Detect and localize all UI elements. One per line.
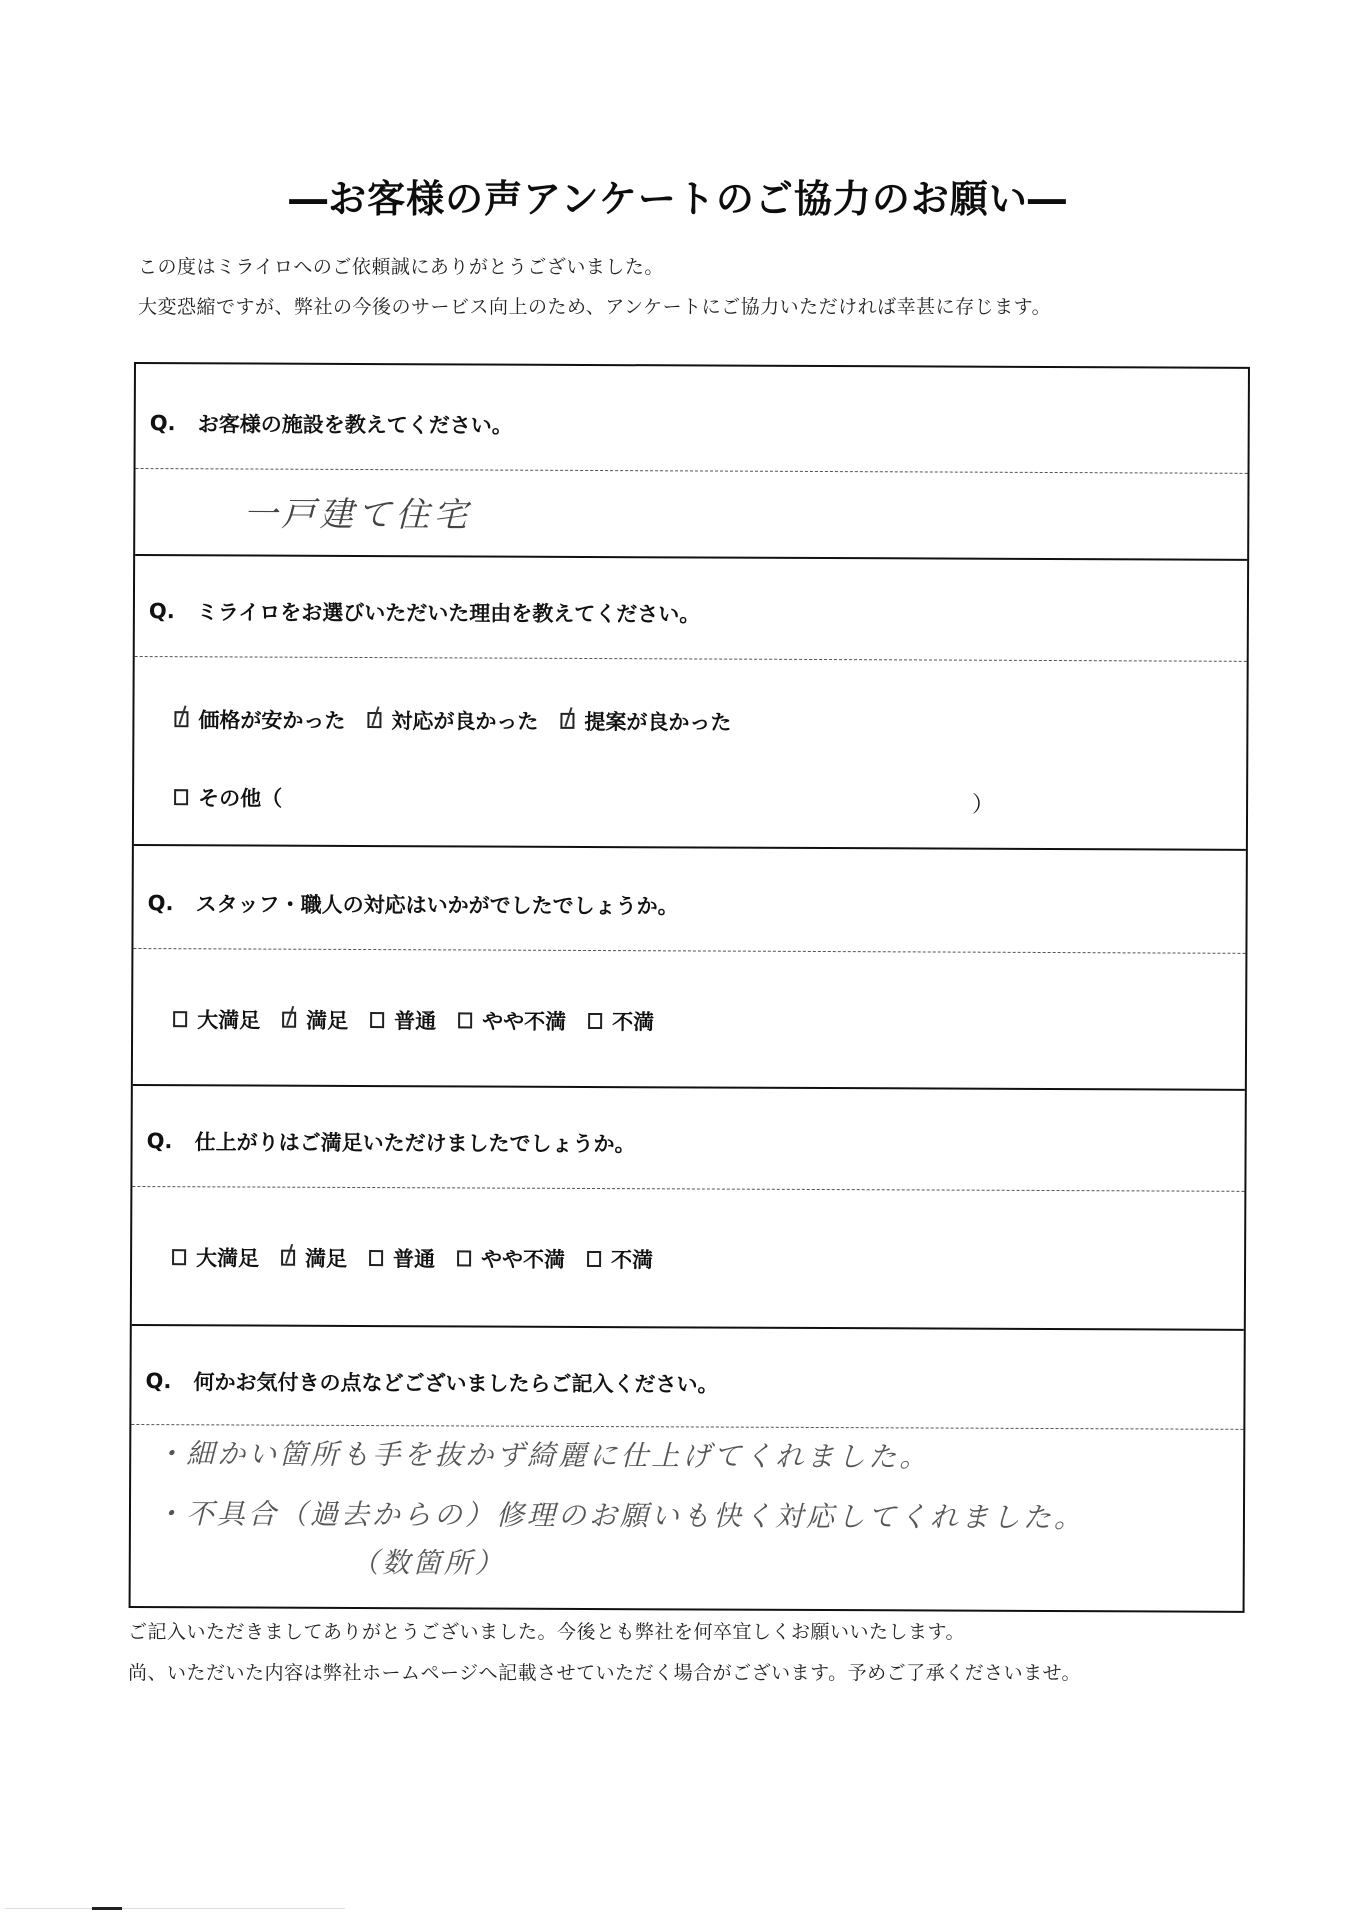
- checkbox-checked-icon[interactable]: [174, 711, 188, 727]
- other-close-paren: ）: [972, 792, 995, 818]
- question-label: [148, 888, 679, 920]
- option-satisfied[interactable]: [281, 1243, 347, 1273]
- dashed-divider: [135, 656, 1247, 662]
- footer-notice: 尚、いただいた内容は弊社ホームページへ記載させていただく場合がございます。予めご了承くださいませ。: [128, 1662, 1082, 1684]
- checkbox-checked-icon[interactable]: [281, 1250, 295, 1266]
- scan-mark: [92, 1907, 122, 1910]
- question-label: [149, 596, 701, 628]
- dashed-divider: [132, 1186, 1244, 1192]
- option-label: 大満足: [197, 1008, 261, 1033]
- staff-rating-options: [173, 1004, 676, 1036]
- checkbox-checked-icon[interactable]: [367, 712, 381, 728]
- finish-rating-options: [172, 1242, 675, 1274]
- q-prefix: Q.: [148, 599, 175, 624]
- checkbox-icon[interactable]: [457, 1250, 471, 1266]
- checkbox-icon[interactable]: [370, 1012, 384, 1028]
- dashed-divider: [136, 468, 1248, 474]
- comment-line-2[interactable]: ・不具合（過去からの）修理のお願いも快く対応してくれました。: [154, 1497, 1086, 1535]
- option-label: 不満: [612, 1010, 655, 1035]
- option-label: 普通: [393, 1247, 436, 1272]
- checkbox-icon[interactable]: [173, 1011, 187, 1027]
- option-very-satisfied[interactable]: [173, 1004, 260, 1034]
- scan-edge-line: [5, 1908, 345, 1909]
- option-label: 提案が良かった: [584, 709, 732, 735]
- question-text: ミライロをお選びいただいた理由を教えてください。: [196, 600, 701, 627]
- option-label: 対応が良かった: [391, 709, 539, 734]
- option-label: やや不満: [482, 1009, 567, 1034]
- checkbox-icon[interactable]: [369, 1250, 383, 1266]
- checkbox-icon[interactable]: [174, 789, 188, 805]
- option-label: やや不満: [481, 1247, 566, 1272]
- question-reason: [134, 554, 1247, 851]
- option-label: 大満足: [196, 1246, 260, 1271]
- dashed-divider: [133, 948, 1245, 954]
- option-label: 満足: [306, 1008, 349, 1033]
- q-prefix: Q.: [145, 1369, 172, 1394]
- option-price[interactable]: [174, 704, 345, 735]
- option-dissatisfied[interactable]: [587, 1244, 653, 1274]
- option-neutral[interactable]: [370, 1005, 436, 1035]
- option-label: 不満: [611, 1248, 654, 1273]
- checkbox-checked-icon[interactable]: [560, 713, 574, 729]
- question-staff: [133, 844, 1246, 1091]
- option-somewhat-dissatisfied[interactable]: [457, 1243, 565, 1273]
- question-text: お客様の施設を教えてください。: [197, 412, 513, 438]
- checkbox-icon[interactable]: [588, 1013, 602, 1029]
- option-somewhat-dissatisfied[interactable]: [458, 1005, 566, 1035]
- question-label: [145, 1366, 718, 1398]
- question-text: スタッフ・職人の対応はいかがでしたでしょうか。: [195, 892, 679, 919]
- facility-answer[interactable]: 一戸建て住宅: [243, 494, 472, 536]
- checkbox-icon[interactable]: [458, 1012, 472, 1028]
- question-text: 仕上がりはご満足いただけましたでしょうか。: [194, 1130, 636, 1157]
- survey-form: [129, 362, 1250, 1613]
- question-label: [147, 1126, 636, 1158]
- checkbox-icon[interactable]: [587, 1251, 601, 1267]
- q-prefix: Q.: [146, 1129, 173, 1154]
- question-comments: [131, 1324, 1244, 1615]
- reason-options: [174, 704, 753, 737]
- question-label: [150, 408, 513, 440]
- intro-line-1: この度はミライロへのご依頼誠にありがとうございました。: [138, 256, 664, 278]
- footer-thanks: ご記入いただきましてありがとうございました。今後とも弊社を何卒宜しくお願いいたします。: [128, 1621, 965, 1643]
- option-satisfied[interactable]: [282, 1005, 348, 1035]
- option-response[interactable]: [367, 705, 538, 736]
- option-label: 満足: [305, 1246, 348, 1271]
- option-other[interactable]: [174, 782, 282, 812]
- intro-line-2: 大変恐縮ですが、弊社の今後のサービス向上のため、アンケートにご協力いただければ幸甚に存じます。: [138, 296, 1052, 318]
- option-proposal[interactable]: [560, 706, 731, 737]
- option-label: 普通: [394, 1009, 437, 1034]
- comment-line-1[interactable]: ・細かい箇所も手を抜かず綺麗に仕上げてくれました。: [155, 1437, 931, 1474]
- question-facility: [135, 364, 1248, 561]
- page-title: ―お客様の声アンケートのご協力のお願い―: [289, 177, 1067, 221]
- option-label: その他（: [198, 786, 283, 811]
- option-very-satisfied[interactable]: [172, 1242, 259, 1272]
- checkbox-checked-icon[interactable]: [282, 1012, 296, 1028]
- option-neutral[interactable]: [369, 1243, 435, 1273]
- option-label: 価格が安かった: [198, 708, 346, 733]
- comment-line-3[interactable]: （数箇所）: [350, 1545, 506, 1580]
- option-dissatisfied[interactable]: [588, 1006, 654, 1036]
- q-prefix: Q.: [149, 411, 176, 436]
- question-text: 何かお気付きの点などございましたらご記入ください。: [193, 1370, 719, 1397]
- dashed-divider: [131, 1424, 1243, 1430]
- question-finish: [132, 1084, 1245, 1331]
- q-prefix: Q.: [147, 891, 174, 916]
- checkbox-icon[interactable]: [172, 1249, 186, 1265]
- reason-other: [174, 782, 304, 813]
